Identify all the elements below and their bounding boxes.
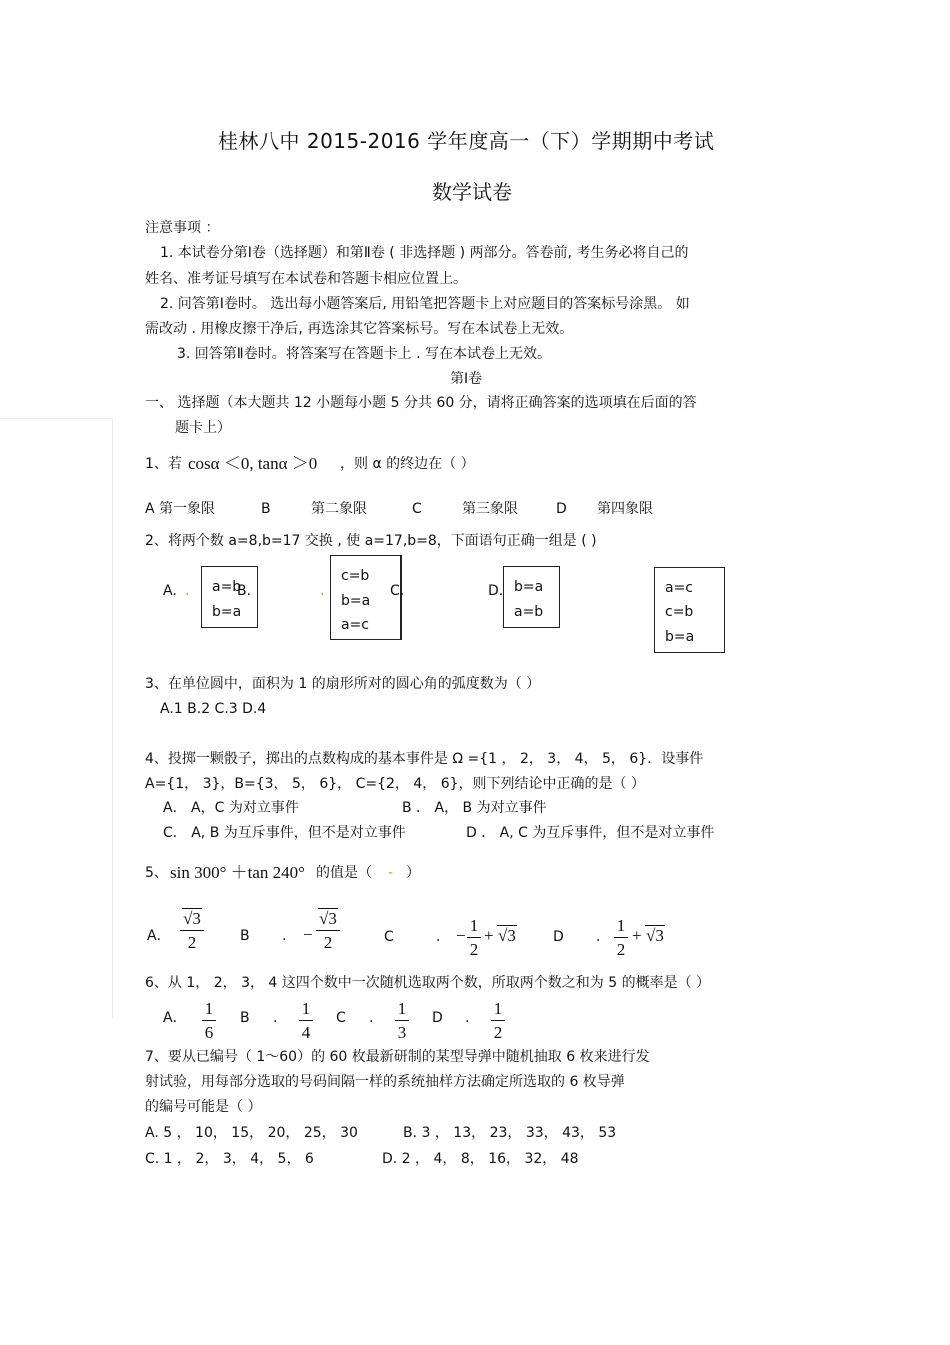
q2-stem: 2、将两个数 a=8,b=17 交换 , 使 a=17,b=8，下面语句正确一组是 ( ) [145, 533, 597, 549]
q1-option-d-letter: D [556, 501, 567, 517]
notice-item-3: 3. 回答第Ⅱ卷时。将答案写在答题卡上 . 写在本试卷上无效。 [177, 346, 552, 362]
q5-close: ） [406, 865, 420, 881]
q6-d-denominator: 2 [493, 1023, 503, 1042]
q1-prefix: 1、若 [145, 456, 182, 472]
q6-c-numerator: 1 [397, 999, 407, 1018]
q6-dot-c: . [369, 1010, 374, 1026]
q6-dot-b: . [273, 1010, 278, 1026]
q6-b-denominator: 4 [301, 1023, 311, 1042]
q6-label-c: C [336, 1010, 346, 1026]
q5-option-a-fraction [180, 910, 204, 951]
q2-dot-b: . [320, 583, 325, 599]
section-label: 第Ⅰ卷 [450, 371, 483, 387]
q5-dot-c: . [436, 929, 441, 945]
q2-box-a-line-2: b=a [212, 604, 242, 620]
q7-line-3: 的编号可能是（ ） [145, 1099, 262, 1115]
margin-line [112, 418, 113, 1018]
q5-option-c-fraction [467, 917, 481, 958]
q5-dash: - [388, 865, 394, 881]
q4-option-a: A． A，C 为对立事件 [163, 800, 299, 816]
q5-c-sqrt [497, 927, 517, 944]
q1-option-c-letter: C [412, 501, 422, 517]
q1-option-d: 第四象限 [597, 501, 653, 517]
q3-options: A.1 B.2 C.3 D.4 [160, 701, 267, 717]
q2-label-a: A. [163, 583, 177, 599]
q2-box-c [503, 566, 560, 628]
q6-option-a-fraction [202, 1000, 216, 1041]
section-intro-a: 一、 选择题（本大题共 12 小题每小题 5 分共 60 分，请将正确答案的选项填在后面的答 [145, 395, 697, 411]
q5-dot-d: . [596, 929, 601, 945]
q2-box-b-line-2: b=a [341, 593, 371, 609]
q5-label-a: A． [147, 928, 171, 944]
q7-line-1: 7、要从已编号（ 1～60）的 60 枚最新研制的某型导弹中随机抽取 6 枚来进行发 [145, 1049, 650, 1065]
q7-option-d: D. 2 ， 4， 8， 16， 32， 48 [382, 1151, 579, 1167]
q6-option-b-fraction [299, 1000, 313, 1041]
q2-box-d-line-3: b=a [665, 629, 695, 645]
q6-label-d: D [432, 1010, 443, 1026]
q5-c-denominator: 2 [469, 940, 479, 959]
q5-d-denominator: 2 [616, 940, 626, 959]
q5-expression: sin 300° ＋tan 240° [170, 863, 305, 882]
q4-option-d: D ． A, C 为互斥事件，但不是对立事件 [466, 825, 715, 841]
q2-label-b: B. [237, 583, 252, 599]
q2-box-c-line-2: a=b [514, 604, 544, 620]
q2-box-d-line-1: a=c [665, 580, 694, 596]
q5-b-numerator: √3 [319, 909, 337, 928]
q5-b-denominator: 2 [323, 933, 333, 952]
q7-option-b: B. 3 ， 13， 23， 33， 43， 53 [403, 1125, 617, 1141]
q7-option-a: A. 5 ， 10， 15， 20， 25， 30 [145, 1125, 358, 1141]
q7-option-c: C. 1 ， 2， 3， 4， 5， 6 [145, 1151, 314, 1167]
q5-suffix: 的值是（ [316, 865, 372, 881]
notice-item-2a: 2. 问答第Ⅰ卷时。 选出每小题答案后, 用铅笔把答题卡上对应题目的答案标号涂黑。 如 [160, 296, 690, 312]
q5-option-b-fraction [316, 910, 340, 951]
q4-line-1: 4、投掷一颗骰子，掷出的点数构成的基本事件是 Ω ={1 ， 2， 3， 4， 5， 6}．设事件 [145, 751, 704, 767]
q2-box-b-line-1: c=b [341, 568, 370, 584]
exam-subtitle: 数学试卷 [432, 180, 512, 204]
q2-label-c: C. [390, 583, 405, 599]
q6-d-numerator: 1 [493, 999, 503, 1018]
q5-a-denominator: 2 [187, 933, 197, 952]
q4-line-2: A={1， 3}，B={3， 5， 6}， C={2， 4， 6}，则下列结论中正确的是（ ） [145, 776, 645, 792]
q6-b-numerator: 1 [301, 999, 311, 1018]
q3-stem: 3、在单位圆中，面积为 1 的扇形所对的圆心角的弧度数为（ ） [145, 676, 541, 692]
q1-condition: cosα ＜0, tanα ＞0 [188, 454, 318, 473]
notice-item-1a: 1. 本试卷分第Ⅰ卷（选择题）和第Ⅱ卷 ( 非选择题 ) 两部分。答卷前, 考生务必将自己的 [160, 245, 689, 261]
margin-line-top [0, 418, 112, 419]
q6-label-a: A． [163, 1010, 187, 1026]
q5-prefix: 5、 [145, 865, 168, 881]
q5-d-sqrt [645, 927, 665, 944]
q2-dot-a: . [185, 583, 190, 599]
notice-item-2b: 需改动 . 用橡皮擦干净后, 再选涂其它答案标号。写在本试卷上无效。 [145, 321, 574, 337]
q6-c-denominator: 3 [397, 1023, 407, 1042]
q5-d-sqrt-value: √3 [646, 926, 664, 945]
q5-label-b: B [240, 928, 250, 944]
q5-dot-b: . [282, 928, 287, 944]
q6-dot-d: . [465, 1010, 470, 1026]
q4-option-c: C． A, B 为互斥事件，但不是对立事件 [163, 825, 406, 841]
q1-option-c: 第三象限 [462, 501, 518, 517]
q6-a-denominator: 6 [204, 1023, 214, 1042]
q5-label-c: C [384, 929, 394, 945]
q1-suffix: ，则 α 的终边在（ ） [340, 456, 475, 472]
q6-a-numerator: 1 [204, 999, 214, 1018]
q2-label-d: D. [488, 583, 504, 599]
q5-c-sqrt-value: √3 [498, 926, 516, 945]
q2-box-d-line-2: c=b [665, 604, 694, 620]
q6-stem: 6、从 1， 2， 3， 4 这四个数中一次随机选取两个数，所取两个数之和为 5 的概率是（ ） [145, 975, 711, 991]
q5-c-minus: − [456, 926, 466, 945]
q5-b-minus: − [303, 925, 313, 944]
q5-c-numerator: 1 [469, 916, 479, 935]
q5-a-numerator: √3 [183, 909, 201, 928]
q2-box-a-line-1: a=b [212, 579, 242, 595]
q1-option-a: A 第一象限 [145, 501, 216, 517]
q5-c-plus: + [484, 926, 494, 945]
q6-option-c-fraction [395, 1000, 409, 1041]
q5-d-plus: + [632, 926, 642, 945]
q5-label-d: D [553, 929, 564, 945]
q2-box-d [654, 567, 725, 653]
notice-item-1b: 姓名、准考证号填写在本试卷和答题卡相应位置上。 [145, 271, 467, 287]
q1-option-b-letter: B [261, 501, 271, 517]
q6-option-d-fraction [491, 1000, 505, 1041]
exam-title: 桂林八中 2015-2016 学年度高一（下）学期期中考试 [218, 129, 715, 153]
notice-heading: 注意事项 ： [145, 220, 220, 236]
q6-label-b: B [240, 1010, 250, 1026]
q5-d-numerator: 1 [616, 916, 626, 935]
q2-box-b-line-3: a=c [341, 617, 370, 633]
q1-option-b: 第二象限 [311, 501, 367, 517]
q5-option-d-fraction [614, 917, 628, 958]
q2-box-c-line-1: b=a [514, 579, 544, 595]
q7-line-2: 射试验，用每部分选取的号码间隔一样的系统抽样方法确定所选取的 6 枚导弹 [145, 1074, 625, 1090]
q4-option-b: B ． A， B 为对立事件 [402, 800, 547, 816]
section-intro-b: 题卡上） [175, 420, 231, 436]
